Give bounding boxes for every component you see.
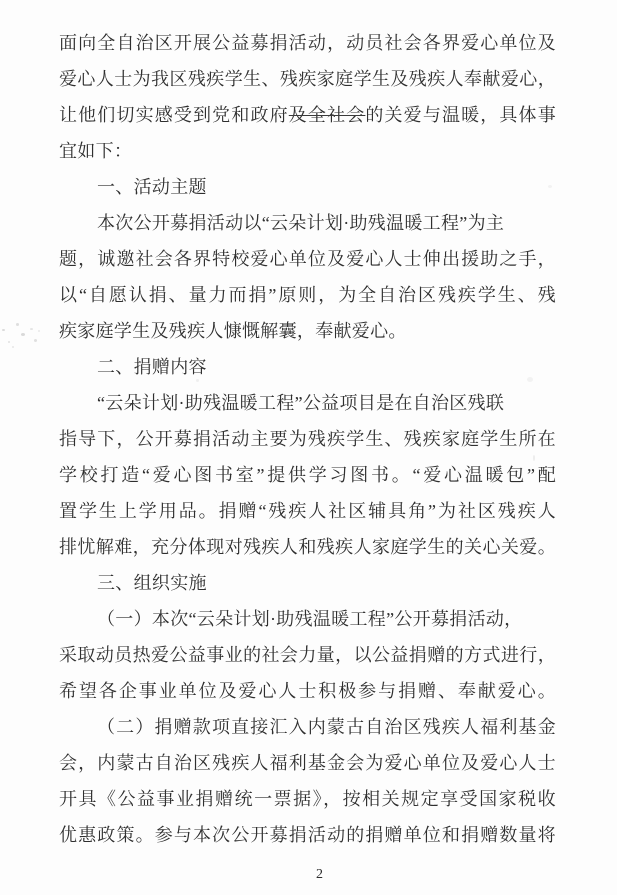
- text-line: 面向全自治区开展公益募捐活动，动员社会各界爱心单位及: [59, 33, 556, 53]
- section-heading: 三、组织实施: [97, 573, 207, 593]
- scan-artifact: [12, 346, 14, 348]
- text-line: 开具《公益事业捐赠统一票据》，按相关规定享受国家税收: [59, 789, 556, 809]
- text-line: （二）捐赠款项直接汇入内蒙古自治区残疾人福利基金: [97, 717, 556, 737]
- scan-artifact: [16, 323, 19, 326]
- text-line: 指导下，公开募捐活动主要为残疾学生、残疾家庭学生所在: [59, 429, 556, 449]
- struck-text: 及全社会: [288, 105, 366, 125]
- text-line: 本次公开募捐活动以“云朵计划·助残温暖工程”为主: [97, 213, 505, 233]
- text-line: 爱心人士为我区残疾学生、残疾家庭学生及残疾人奉献爱心，: [59, 69, 556, 89]
- text-line: 宜如下：: [59, 141, 133, 161]
- scan-artifact: [8, 341, 10, 343]
- text-segment: 的关爱与温暖，具体事: [365, 105, 556, 125]
- text-segment: 让他们切实感受到党和政府: [59, 105, 289, 125]
- scan-artifact: [30, 328, 33, 330]
- document-text-block: [59, 25, 556, 853]
- text-line: 疾家庭学生及残疾人慷慨解囊，奉献爱心。: [59, 321, 407, 341]
- text-line: 希望各企事业单位及爱心人士积极参与捐赠、奉献爱心。: [59, 681, 556, 701]
- text-line: 学校打造“爱心图书室”提供学习图书。“爱心温暖包”配: [59, 465, 556, 485]
- text-line: [59, 97, 556, 133]
- text-line: 题，诚邀社会各界特校爱心单位及爱心人士伸出援助之手，: [59, 249, 556, 269]
- text-line: （一）本次“云朵计划·助残温暖工程”公开募捐活动，: [97, 609, 523, 629]
- text-line: 优惠政策。参与本次公开募捐活动的捐赠单位和捐赠数量将: [59, 825, 556, 845]
- scan-artifact: [38, 330, 40, 332]
- text-line: 会，内蒙古自治区残疾人福利基金会为爱心单位及爱心人士: [59, 753, 556, 773]
- text-line: 置学生上学用品。捐赠“残疾人社区辅具角”为社区残疾人: [59, 501, 556, 521]
- text-line: “云朵计划·助残温暖工程”公益项目是在自治区残联: [97, 393, 505, 413]
- text-line: 以“自愿认捐、量力而捐”原则，为全自治区残疾学生、残: [59, 285, 556, 305]
- text-line: 采取动员热爱公益事业的社会力量，以公益捐赠的方式进行，: [59, 645, 556, 665]
- text-line: 排忧解难，充分体现对残疾人和残疾人家庭学生的关心关爱。: [59, 537, 556, 557]
- page-number: 2: [316, 867, 323, 882]
- scan-artifact: [2, 329, 5, 331]
- section-heading: 一、活动主题: [97, 177, 207, 197]
- scan-artifact: [34, 339, 37, 342]
- section-heading: 二、捐赠内容: [97, 357, 207, 377]
- scan-artifact: [21, 333, 25, 336]
